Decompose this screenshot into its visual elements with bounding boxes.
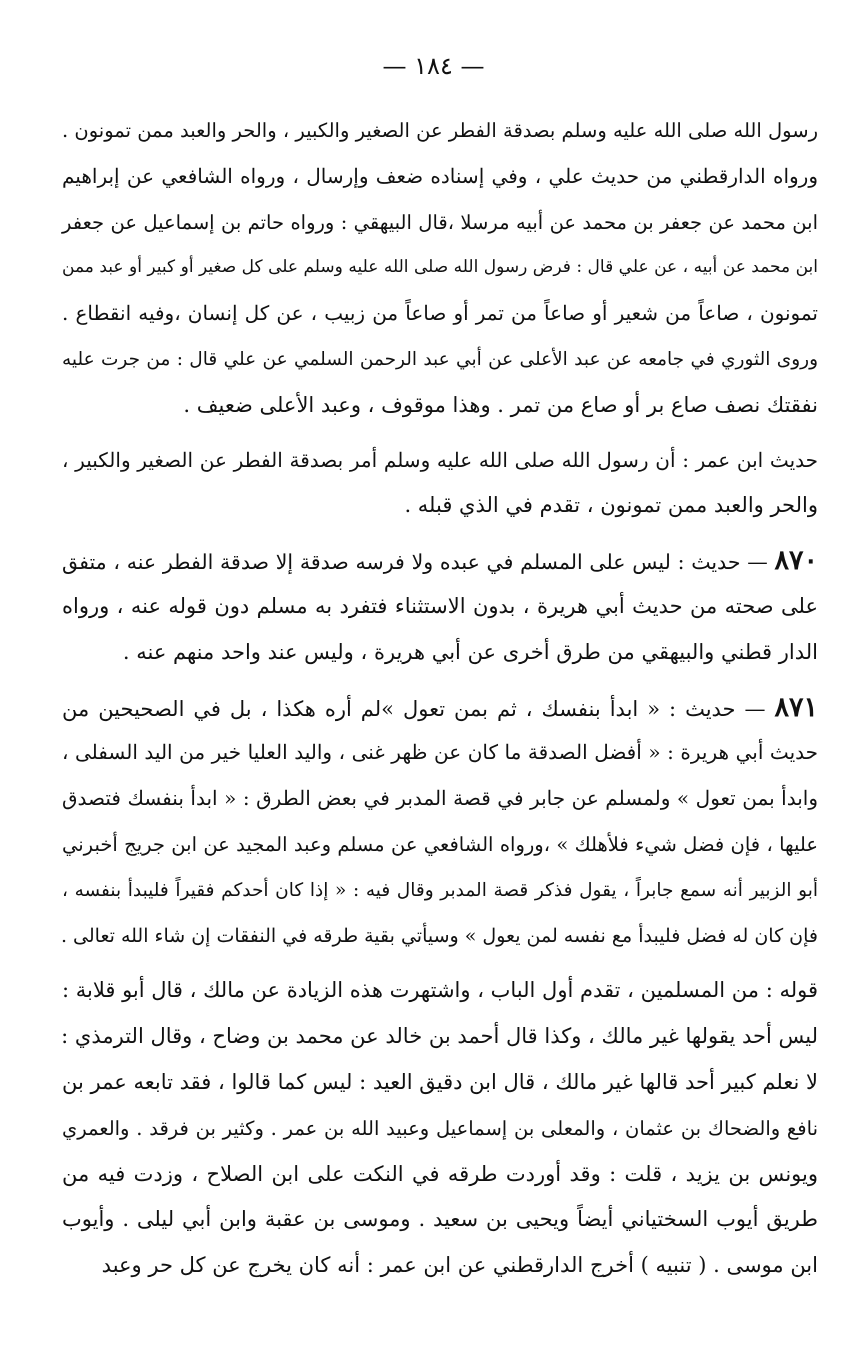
text-line: قوله : من المسلمين ، تقدم أول الباب ، واشتهرت هذه الزيادة عن مالك ، قال أبو قلابة : <box>61 978 818 1003</box>
text-line: أبو الزبير أنه سمع جابراً ، يقول فذكر قصة المدبر وقال فيه : « إذا كان أحدكم فقيراً فليبدأ بنفسه ، <box>62 879 818 901</box>
text-line: لا نعلم كبير أحد قالها غير مالك ، قال ابن دقيق العيد : ليس كما قالوا ، فقد تابعه عمر بن <box>62 1069 818 1094</box>
hadith-text: — حديث : « ابدأ بنفسك ، ثم بمن تعول »لم أره هكذا ، بل في الصحيحين من <box>62 696 766 721</box>
text-line: وروى الثوري في جامعه عن عبد الأعلى عن أبي عبد الرحمن السلمي عن علي قال : من جرت عليه <box>62 348 818 370</box>
hadith-text: — حديث : ليس على المسلم في عبده ولا فرسه صدقة إلا صدقة الفطر عنه ، متفق <box>62 550 768 575</box>
paragraph <box>62 438 818 530</box>
text-line: والحر والعبد ممن تمونون ، تقدم في الذي قبله . <box>404 493 818 518</box>
text-line: نافع والضحاك بن عثمان ، والمعلى بن إسماعيل وعبيد الله بن عمر . وكثير بن فرقد . والعمري <box>62 1116 818 1140</box>
text-line: تمونون ، صاعاً من شعير أو صاعاً من تمر أو صاعاً من زبيب ، عن كل إنسان ،وفيه انقطاع . <box>62 301 818 326</box>
text-line: وابدأ بمن تعول » ولمسلم عن جابر في قصة المدبر في بعض الطرق : « ابدأ بنفسك فتصدق <box>62 786 818 811</box>
paragraph <box>62 108 818 429</box>
page-number: — ١٨٤ — <box>382 52 485 80</box>
paragraph <box>62 968 818 1289</box>
text-line: ابن موسى . ( تنبيه ) أخرج الدارقطني عن ابن عمر : أنه كان يخرج عن كل حر وعبد <box>101 1253 818 1278</box>
text-line: حديث ابن عمر : أن رسول الله صلى الله عليه وسلم أمر بصدقة الفطر عن الصغير والكبير ، <box>62 447 818 472</box>
text-line: ابن محمد عن جعفر بن محمد عن أبيه مرسلا ،قال البيهقي : ورواه حاتم بن إسماعيل عن جعفر <box>62 210 818 234</box>
text-line: نفقتك نصف صاع بر أو صاع من تمر . وهذا موقوف ، وعبد الأعلى ضعيف . <box>183 392 818 417</box>
text-line: ليس أحد يقولها غير مالك ، وكذا قال أحمد بن خالد عن محمد بن وضاح ، وقال الترمذي : <box>61 1024 818 1049</box>
hadith-number: ٨٧١ <box>774 691 818 723</box>
text-line: ابن محمد عن أبيه ، عن علي قال : فرض رسول الله صلى الله عليه وسلم على كل صغير أو كبير أو عبد ممن <box>62 257 818 278</box>
hadith-paragraph <box>62 685 818 960</box>
text-line: على صحته من حديث أبي هريرة ، بدون الاستثناء فتفرد به مسلم دون قوله عنه ، ورواه <box>62 593 818 618</box>
text-line: ويونس بن يزيد ، قلت : وقد أوردت طرقه في النكت على ابن الصلاح ، وزدت فيه من <box>62 1161 818 1186</box>
body-text <box>62 108 818 1289</box>
text-line <box>62 538 818 584</box>
text-line: ورواه الدارقطني من حديث علي ، وفي إسناده ضعف وإرسال ، ورواه الشافعي عن إبراهيم <box>62 163 818 188</box>
text-line: رسول الله صلى الله عليه وسلم بصدقة الفطر عن الصغير والكبير ، والحر والعبد ممن تمونون . <box>62 119 818 142</box>
hadith-number: ٨٧٠ <box>774 545 818 577</box>
hadith-paragraph <box>62 538 818 675</box>
text-line: الدار قطني والبيهقي من طرق أخرى عن أبي هريرة ، وليس عند واحد منهم عنه . <box>122 639 818 664</box>
text-line: طريق أيوب السختياني أيضاً ويحيى بن سعيد . وموسى بن عقبة وابن أبي ليلى . وأيوب <box>62 1207 818 1232</box>
text-line: فإن كان له فضل فليبدأ مع نفسه لمن يعول » وسيأتي بقية طرقه في النفقات إن شاء الله تعالى . <box>60 924 818 947</box>
text-line: حديث أبي هريرة : « أفضل الصدقة ما كان عن ظهر غنى ، واليد العليا خير من اليد السفلى ، <box>62 740 818 765</box>
text-line: عليها ، فإن فضل شيء فلأهلك » ،ورواه الشافعي عن مسلم وعبد المجيد عن ابن جريج أخبرني <box>62 832 818 856</box>
text-line <box>62 685 818 731</box>
